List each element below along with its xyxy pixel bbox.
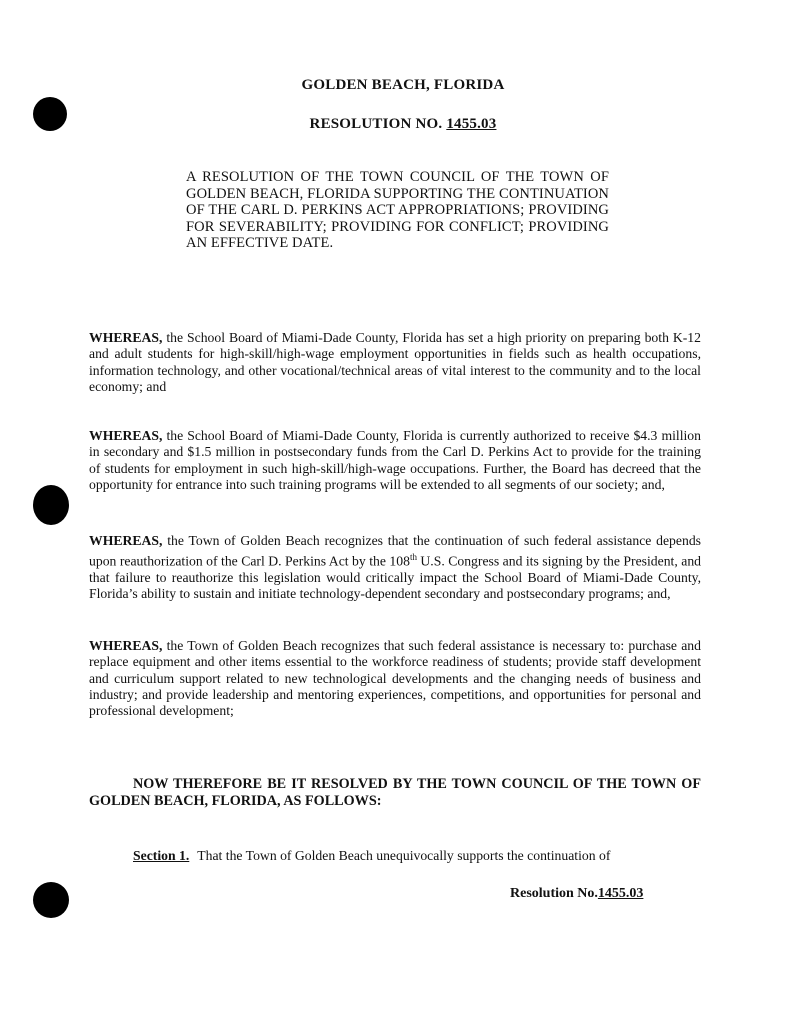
ordinal-suffix: th [409, 552, 417, 563]
whereas-text-continued: U.S. Congress and its signing by the President, and that failure to reauthorize this legislation would critically impact the School Board of Miami-Dade County, Florida’s ability to sustain and initiate technology-dependent secondary and postsecondary programs; and, [89, 553, 702, 602]
whereas-text: the School Board of Miami-Dade County, Florida has set a high priority on preparing both K-12 and adult students for high-skill/high-wage employment opportunities in fields such as health occupations, information technology, and other vocational/technical areas of vital interest to the community and to the local economy; and [89, 330, 701, 394]
whereas-lead: WHEREAS, [89, 330, 163, 345]
whereas-paragraph-4 [89, 638, 701, 719]
resolution-label: RESOLUTION NO. [309, 116, 443, 132]
page-footer [510, 886, 665, 902]
town-heading: GOLDEN BEACH, FLORIDA [301, 77, 505, 93]
section-1 [133, 848, 703, 864]
whereas-text: the School Board of Miami-Dade County, Florida is currently authorized to receive $4.3 million in secondary and $1.5 million in postsecondary funds from the Carl D. Perkins Act to provide for the training of students for employment in such high-skill/high-wage occupations. Further, the Board has decreed that the opportunity for entrance into such training programs will be extended to all segments of our society; and, [89, 428, 701, 492]
punch-hole-bottom [33, 882, 69, 918]
punch-hole-middle [33, 485, 69, 525]
section-1-label: Section 1. [133, 848, 190, 863]
resolved-clause: NOW THEREFORE BE IT RESOLVED BY THE TOWN COUNCIL OF THE TOWN OF GOLDEN BEACH, FLORIDA, AS FOLLOWS: [89, 776, 701, 809]
whereas-paragraph-3 [89, 533, 701, 603]
whereas-lead: WHEREAS, [89, 428, 163, 443]
resolution-caption: A RESOLUTION OF THE TOWN COUNCIL OF THE TOWN OF GOLDEN BEACH, FLORIDA SUPPORTING THE CONTINUATION OF THE CARL D. PERKINS ACT APPROPRIATIONS; PROVIDING FOR SEVERABILITY; PROVIDING FOR CONFLICT; PROVIDING AN EFFECTIVE DATE. [186, 169, 609, 251]
whereas-paragraph-1 [89, 330, 701, 395]
whereas-text: the Town of Golden Beach recognizes that such federal assistance is necessary to: purchase and replace equipment and other items essential to the workforce readiness of students; provide staff development and curriculum support related to new technological developments and the changing needs of business and industry; and provide leadership and mentoring experiences, competitions, and opportunities for personal and professional development; [89, 638, 701, 719]
whereas-text: the Town of Golden Beach recognizes that the continuation of such federal assistance depends upon reauthorization of the Carl D. Perkins Act by the 108 [89, 533, 701, 569]
whereas-lead: WHEREAS, [89, 533, 163, 548]
resolution-number: 1455.03 [446, 116, 497, 132]
whereas-paragraph-2 [89, 428, 701, 493]
footer-number: 1455.03 [597, 886, 644, 901]
section-1-text: That the Town of Golden Beach unequivocally supports the continuation of [197, 848, 611, 863]
resolution-heading [6, 116, 794, 133]
whereas-lead: WHEREAS, [89, 638, 163, 653]
footer-label: Resolution No. [510, 886, 598, 901]
